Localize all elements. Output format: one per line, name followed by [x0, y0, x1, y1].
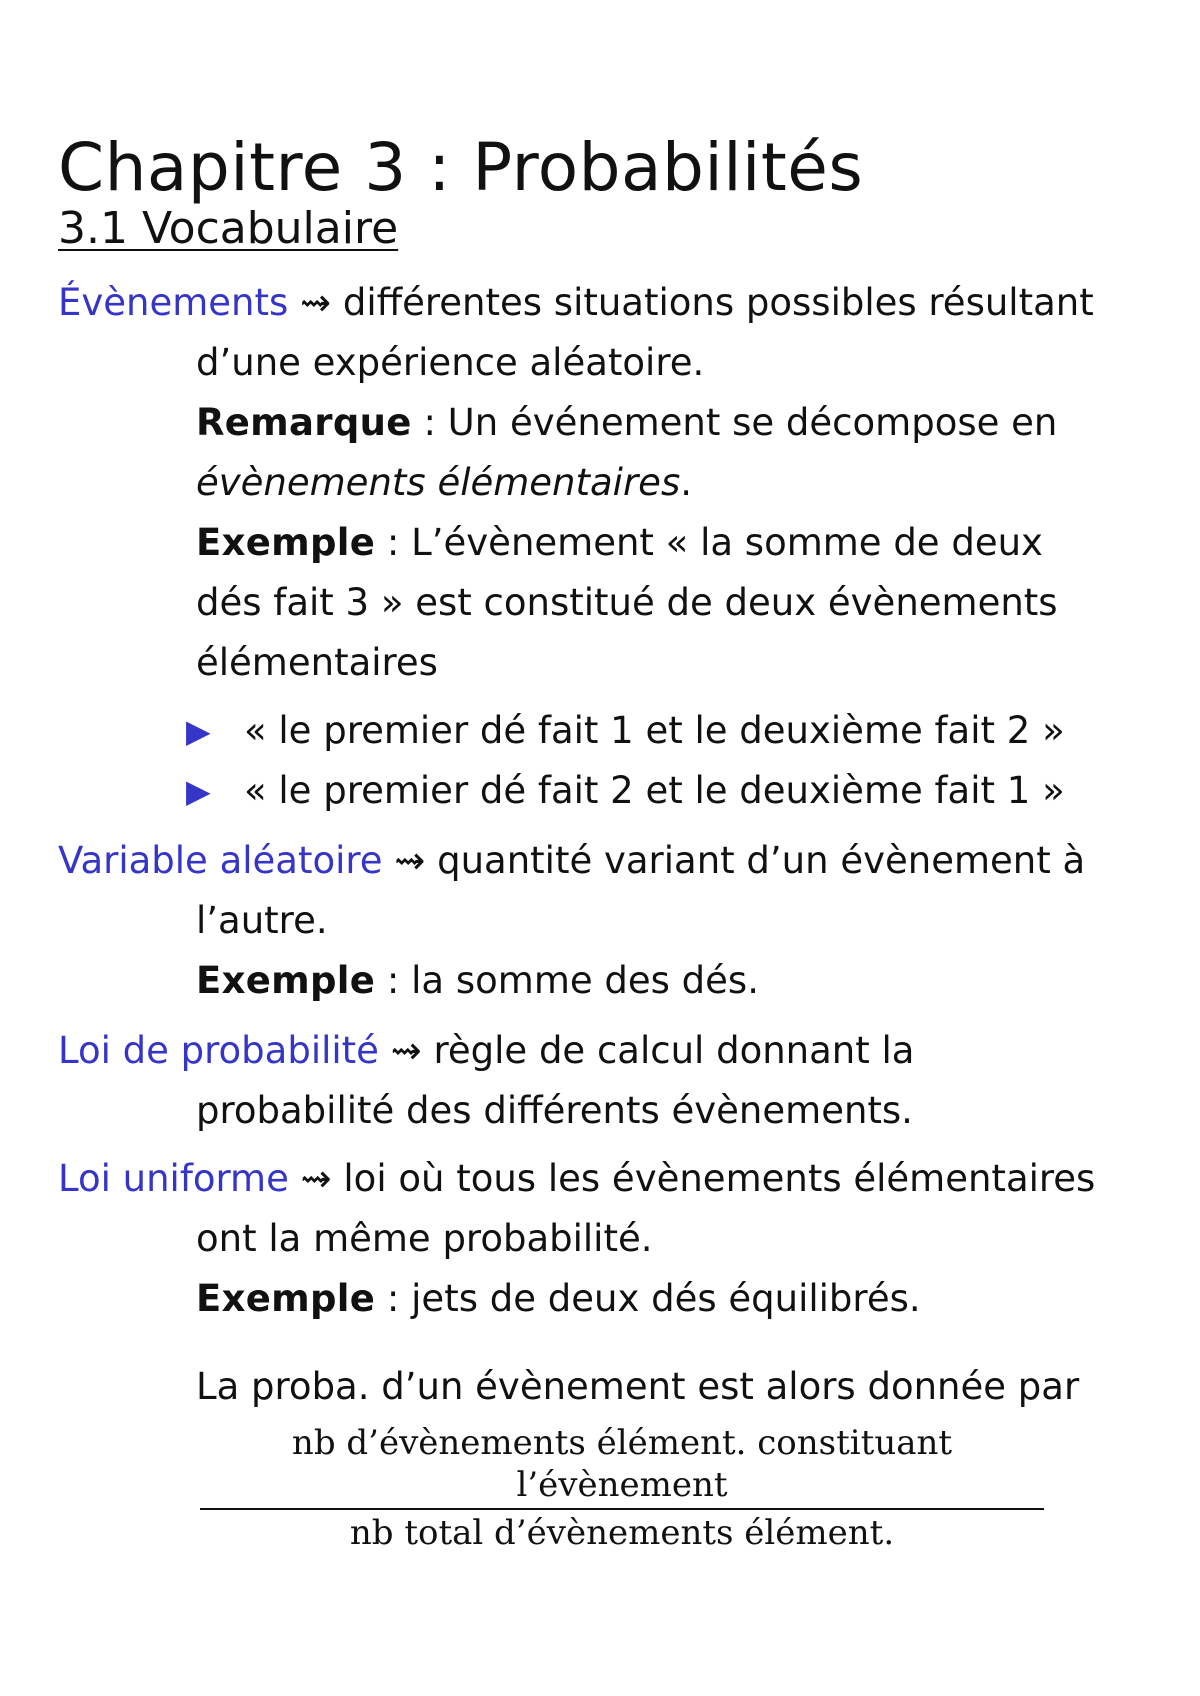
leads-to-arrow-icon: ⇝ — [300, 281, 332, 324]
example-line — [196, 958, 759, 1004]
leads-to-arrow-icon: ⇝ — [300, 1157, 332, 1200]
example-label: Exemple — [196, 1277, 376, 1320]
example-text-cont: élémentaires — [196, 641, 438, 684]
example-line — [196, 520, 1043, 566]
probability-formula — [196, 1422, 1048, 1554]
term-loi-de-probabilite: Loi de probabilité — [58, 1029, 379, 1072]
triangle-bullet-icon: ▶ — [186, 772, 211, 810]
definition-loi-uniforme — [58, 1156, 1095, 1202]
remark-end: . — [680, 461, 692, 504]
term-evenements: Évènements — [58, 281, 289, 324]
example-text-cont: dés fait 3 » est constitué de deux évènements — [196, 581, 1058, 624]
example-label: Exemple — [196, 521, 376, 564]
page-title: Chapitre 3 : Probabilités — [58, 129, 864, 206]
leads-to-arrow-icon: ⇝ — [394, 839, 426, 882]
term-loi-uniforme: Loi uniforme — [58, 1157, 289, 1200]
definition-text: différentes situations possibles résultant — [342, 281, 1094, 324]
definition-text: quantité variant d’un évènement à — [437, 839, 1086, 882]
definition-text-cont: l’autre. — [196, 899, 328, 942]
remark-line-2 — [196, 460, 692, 506]
remark-text: : Un événement se décompose en — [411, 401, 1058, 444]
formula-intro: La proba. d’un évènement est alors donnée par — [196, 1365, 1080, 1408]
definition-text-cont: ont la même probabilité. — [196, 1217, 653, 1260]
section-heading: 3.1 Vocabulaire — [58, 203, 399, 254]
example-text: : jets de deux dés équilibrés. — [375, 1277, 921, 1320]
definition-text: règle de calcul donnant la — [433, 1029, 915, 1072]
definition-variable — [58, 838, 1085, 884]
example-text: : L’évènement « la somme de deux — [375, 521, 1043, 564]
definition-text-cont: d’une expérience aléatoire. — [196, 341, 705, 384]
leads-to-arrow-icon: ⇝ — [390, 1029, 422, 1072]
remark-label: Remarque — [196, 401, 412, 444]
list-item: « le premier dé fait 2 et le deuxième fait 1 » — [244, 769, 1065, 812]
triangle-bullet-icon: ▶ — [186, 712, 211, 750]
example-line — [196, 1276, 921, 1322]
formula-denominator: nb total d’évènements élément. — [349, 1513, 895, 1553]
remark-line — [196, 400, 1057, 446]
remark-italic: évènements élémentaires — [196, 461, 681, 504]
formula-numerator: nb d’évènements élément. constituant l’évènement — [291, 1423, 953, 1505]
definition-text-cont: probabilité des différents évènements. — [196, 1089, 913, 1132]
list-item: « le premier dé fait 1 et le deuxième fait 2 » — [244, 709, 1065, 752]
example-label: Exemple — [196, 959, 376, 1002]
definition-loi-probabilite — [58, 1028, 914, 1074]
example-text: : la somme des dés. — [375, 959, 759, 1002]
term-variable-aleatoire: Variable aléatoire — [58, 839, 383, 882]
definition-text: loi où tous les évènements élémentaires — [343, 1157, 1096, 1200]
definition-evenements — [58, 280, 1094, 326]
